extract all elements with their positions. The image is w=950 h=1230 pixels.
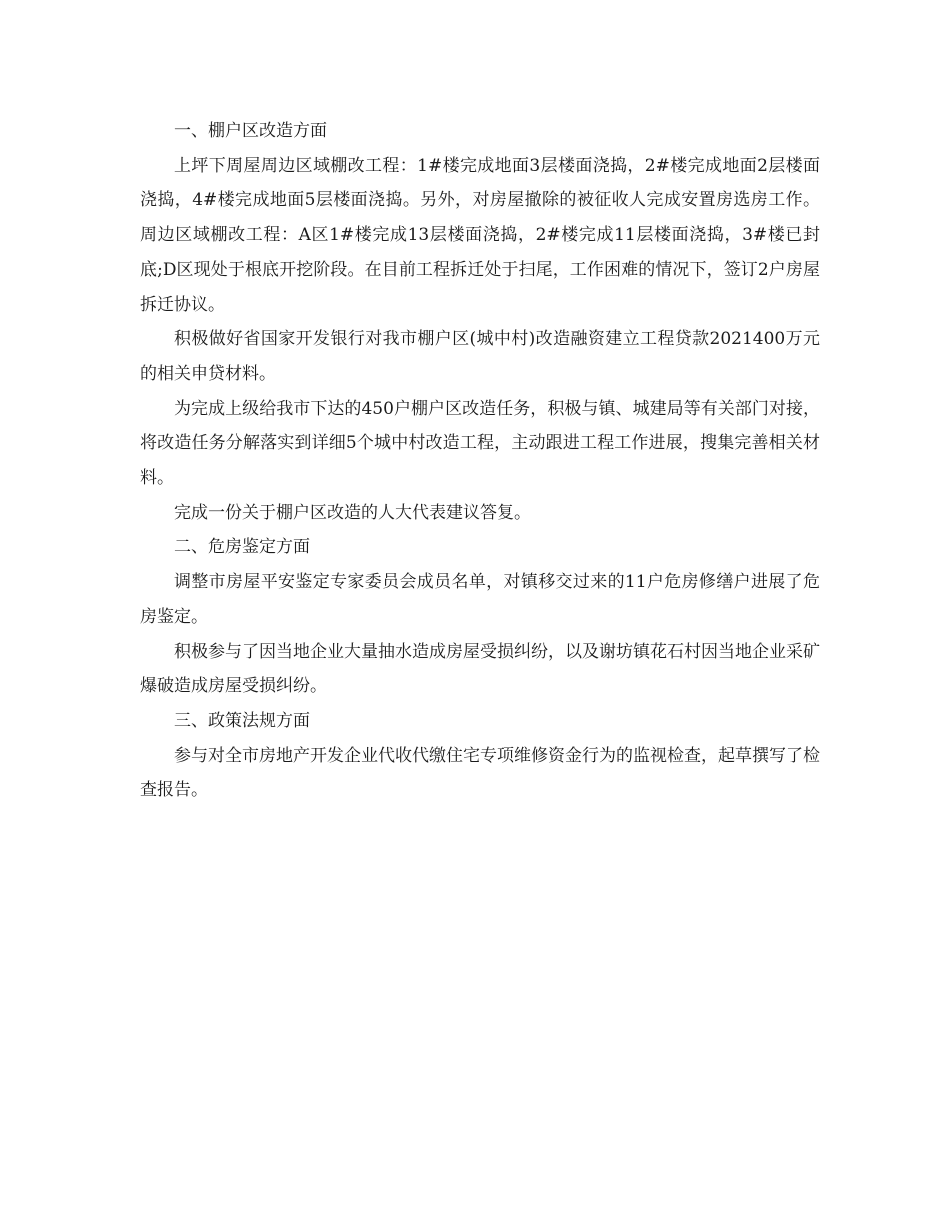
paragraph-shantytown-progress: 上坪下周屋周边区域棚改工程：1#楼完成地面3层楼面浇捣，2#楼完成地面2层楼面浇捣，4#楼完成地面5层楼面浇捣。另外，对房屋撤除的被征收人完成安置房选房工作。周边区域棚改工程：A区1#楼完成13层楼面浇捣，2#楼完成11层楼面浇捣，3#楼已封底;D区现处于根底开挖阶段。在目前工程拆迁处于扫尾，工作困难的情况下，签订2户房屋拆迁协议。 bbox=[140, 155, 820, 315]
section-heading-dangerous-housing: 二、危房鉴定方面 bbox=[174, 537, 310, 558]
paragraph-expert-committee: 调整市房屋平安鉴定专家委员会成员名单，对镇移交过来的11户危房修缮户进展了危房鉴定。 bbox=[140, 572, 820, 627]
section-heading-policy: 三、政策法规方面 bbox=[174, 710, 310, 731]
document-body bbox=[140, 114, 820, 808]
section-heading-shantytown: 一、棚户区改造方面 bbox=[174, 121, 327, 141]
paragraph-loan-materials: 积极做好省国家开发银行对我市棚户区(城中村)改造融资建立工程贷款2021400万元的相关申贷材料。 bbox=[140, 329, 820, 384]
paragraph-renovation-tasks: 为完成上级给我市下达的450户棚户区改造任务，积极与镇、城建局等有关部门对接，将改造任务分解落实到详细5个城中村改造工程，主动跟进工程工作进展，搜集完善相关材料。 bbox=[140, 398, 820, 489]
paragraph-inspection-report: 参与对全市房地产开发企业代收代缴住宅专项维修资金行为的监视检查，起草撰写了检查报告。 bbox=[140, 745, 820, 801]
paragraph-damage-disputes: 积极参与了因当地企业大量抽水造成房屋受损纠纷，以及谢坊镇花石村因当地企业采矿爆破造成房屋受损纠纷。 bbox=[140, 641, 820, 697]
paragraph-npc-reply: 完成一份关于棚户区改造的人大代表建议答复。 bbox=[174, 502, 531, 523]
